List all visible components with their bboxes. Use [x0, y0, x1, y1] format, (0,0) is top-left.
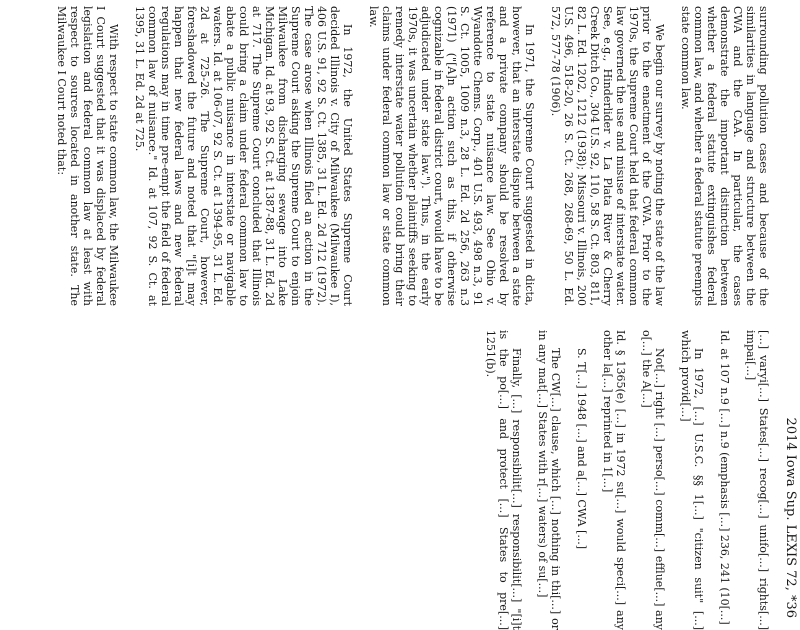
paragraph: S. T[...] 1948 [...] and a[...] CWA [...] [575, 348, 588, 550]
paragraph: In 1972, [...] U.S.C. §§ 1[...] "citizen suit" [...] which provid[...] [679, 330, 705, 630]
paragraph: The CW[...] clause, which [...] nothing in thi[...] or in any mat[...] States with r[...] waters) of su[...] [536, 330, 562, 630]
paragraph: With respect to state common law, the Milwaukee I Court suggested that it was displaced by federal legislation and federal common law at least with respect to sources located in another state. The Milwaukee I Court noted that: [55, 6, 120, 306]
paragraph: Id. § 1365(e) [...] in 1972 su[...] would speci[...] any other la[...] reprinted in 1[...] [601, 330, 627, 630]
left-column [55, 6, 770, 306]
right-column-truncated [484, 330, 770, 630]
page-header-citation: 2014 Iowa Sup. LEXIS 72, *36 [783, 417, 798, 618]
paragraph: In 1972, the United States Supreme Court decided Illinois v. City of Milwaukee (Milwaukee I), 406 U.S. 91, 92 S. Ct. 1385, 31 L. Ed. 2d 712 (1972). The case arose when Illinois filed an action in the Supreme Court asking the Supreme Court to enjoin Milwaukee from discharging sewage into Lake Michigan. Id. at 93, 92 S. Ct. at 1387-88, 31 L. Ed. 2d at 717. The Supreme Court concluded that Illinois could bring a claim under federal common law to abate a public nuisance in interstate or navigable waters. Id. at 106-07, 92 S. Ct. at 1394-95, 31 L. Ed. 2d at 725-26. The Supreme Court, however, foreshadowed the future and noted that "[i]t may happen that new federal laws and new federal regulations may in time pre-empt the field of federal common law of nuisance." Id. at 107, 92 S. Ct. at 1395, 31 L. Ed. 2d at 725. [133, 6, 354, 306]
paragraph: We begin our survey by noting the state of the law prior to the enactment of the CWA. Prior to the 1970s, the Supreme Court held that federal common law governed the use and misuse of interstate water. See, e.g., Hinderlider v. La Plata River & Cherry Creek Ditch Co., 304 U.S. 92, 110, 58 S. Ct. 803, 811, 82 L. Ed. 1202, 1212 (1938); Missouri v. Illinois, 200 U.S. 496, 518-20, 26 S. Ct. 268, 268-69, 50 L. Ed. 572, 577-78 (1906). [549, 6, 666, 306]
paragraph: Finally, [...] responsibilit[...] responsibilit[...] "[i]t is the po[...] and protect [...] States to pre[...] 1251(b). [484, 330, 523, 630]
paragraph: [...] varyi[...] States[...] recog[...] unifo[...] rights[...] impai[...] [744, 330, 770, 630]
paragraph: Not[...] right [...] perso[...] comm[...] efflue[...] any o[...] the A[...] [640, 330, 666, 630]
paragraph: Id. at 107 n.9 [...] n.9 (emphasis [...] 236, 241 (10[...] [718, 330, 731, 625]
paragraph: surrounding pollution cases and because of the similarities in language and structure between the CWA and the CAA. In particular, the cases demonstrate the important distinction between whether a federal statute extinguishes federal common law, and whether a federal statute preempts state common law. [679, 6, 770, 306]
paragraph: In 1971, the Supreme Court suggested in dicta, however, that an interstate dispute between a state and a private company should be resolved by reference to state nuisance law. See Ohio v. Wyandotte Chems. Corp., 401 U.S. 493, 498 n.3, 91 S. Ct. 1005, 1009 n.3, 28 L. Ed. 2d 256, 263 n.3 (1971) ("[A]n action such as this, if otherwise cognizable in federal district court, would have to be adjudicated under state law."). Thus, in the early 1970s, it was uncertain whether plaintiffs seeking to remedy interstate water pollution could bring their claims under federal common law or state common law. [367, 6, 536, 306]
